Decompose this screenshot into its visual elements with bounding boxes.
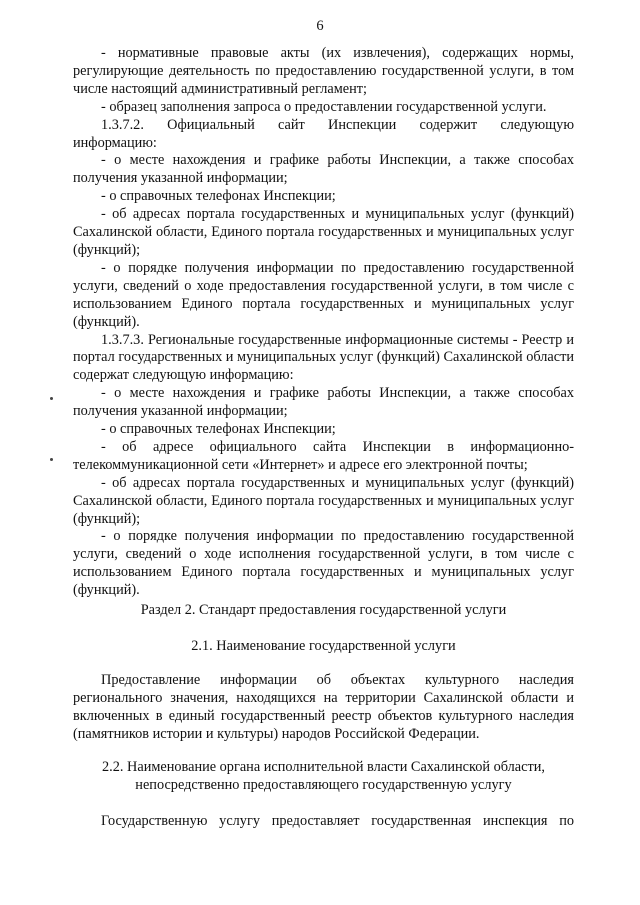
list-item: - о справочных телефонах Инспекции; [101,421,336,438]
clause-1-3-7-2: 1.3.7.2. Официальный сайт Инспекции содержит следующую информацию: [73,116,574,151]
list-item: - нормативные правовые акты (их извлечения), содержащих нормы, регулирующие деятельность по предоставлению государственной услуги, в том числе настоящий административный регламент; [73,45,574,97]
list-item: - о справочных телефонах Инспекции; [101,188,336,205]
list-item: - о порядке получения информации по предоставлению государственной услуги, сведений о ходе предоставления государственной услуги, в том числе с использованием Единого портала государственных и муниципальных услуг (функций). [73,259,574,330]
list-item: - о месте нахождения и графике работы Инспекции, а также способах получения указанной информации; [73,152,574,187]
subsection-2-2-title-line2: непосредственно предоставляющего государственную услугу [135,777,512,793]
list-item: - о порядке получения информации по предоставлению государственной услуги, сведений о ходе исполнения государственной услуги, в том числе с использованием Единого портала государственных и муниципальных услуг (функций). [73,528,574,599]
subsection-2-1-title: 2.1. Наименование государственной услуги [191,638,456,654]
subsection-2-2-title-line1: 2.2. Наименование органа исполнительной власти Сахалинской области, [102,759,545,775]
list-item: - образец заполнения запроса о предоставлении государственной услуги. [101,98,547,115]
list-item: - об адресах портала государственных и муниципальных услуг (функций) Сахалинской области, Единого портала государственных и муниципальных услуг (функций); [73,474,574,527]
scan-speck [50,458,53,461]
document-body [73,45,574,600]
subsection-2-1-text: Предоставление информации об объектах культурного наследия регионального значения, находящихся на территории Сахалинской области и включенных в единый государственный реестр объектов культурного наследия (памятников истории и культуры) народов Российской Федерации. [73,672,574,742]
clause-1-3-7-3: 1.3.7.3. Региональные государственные информационные системы - Реестр и портал государственных и муниципальных услуг (функций) Сахалинской области содержат следующую информацию: [73,331,574,384]
list-item: - о месте нахождения и графике работы Инспекции, а также способах получения указанной информации; [73,385,574,420]
scan-speck [50,397,53,400]
list-item: - об адресе официального сайта Инспекции в информационно-телекоммуникационной сети «Интернет» и адресе его электронной почты; [73,438,574,473]
section-2-title: Раздел 2. Стандарт предоставления государственной услуги [140,602,507,618]
subsection-2-2-text: Государственную услугу предоставляет государственная инспекция по [101,813,574,829]
page-number: 6 [316,18,324,34]
list-item: - об адресах портала государственных и муниципальных услуг (функций) Сахалинской области, Единого портала государственных и муниципальных услуг (функций); [73,206,574,258]
